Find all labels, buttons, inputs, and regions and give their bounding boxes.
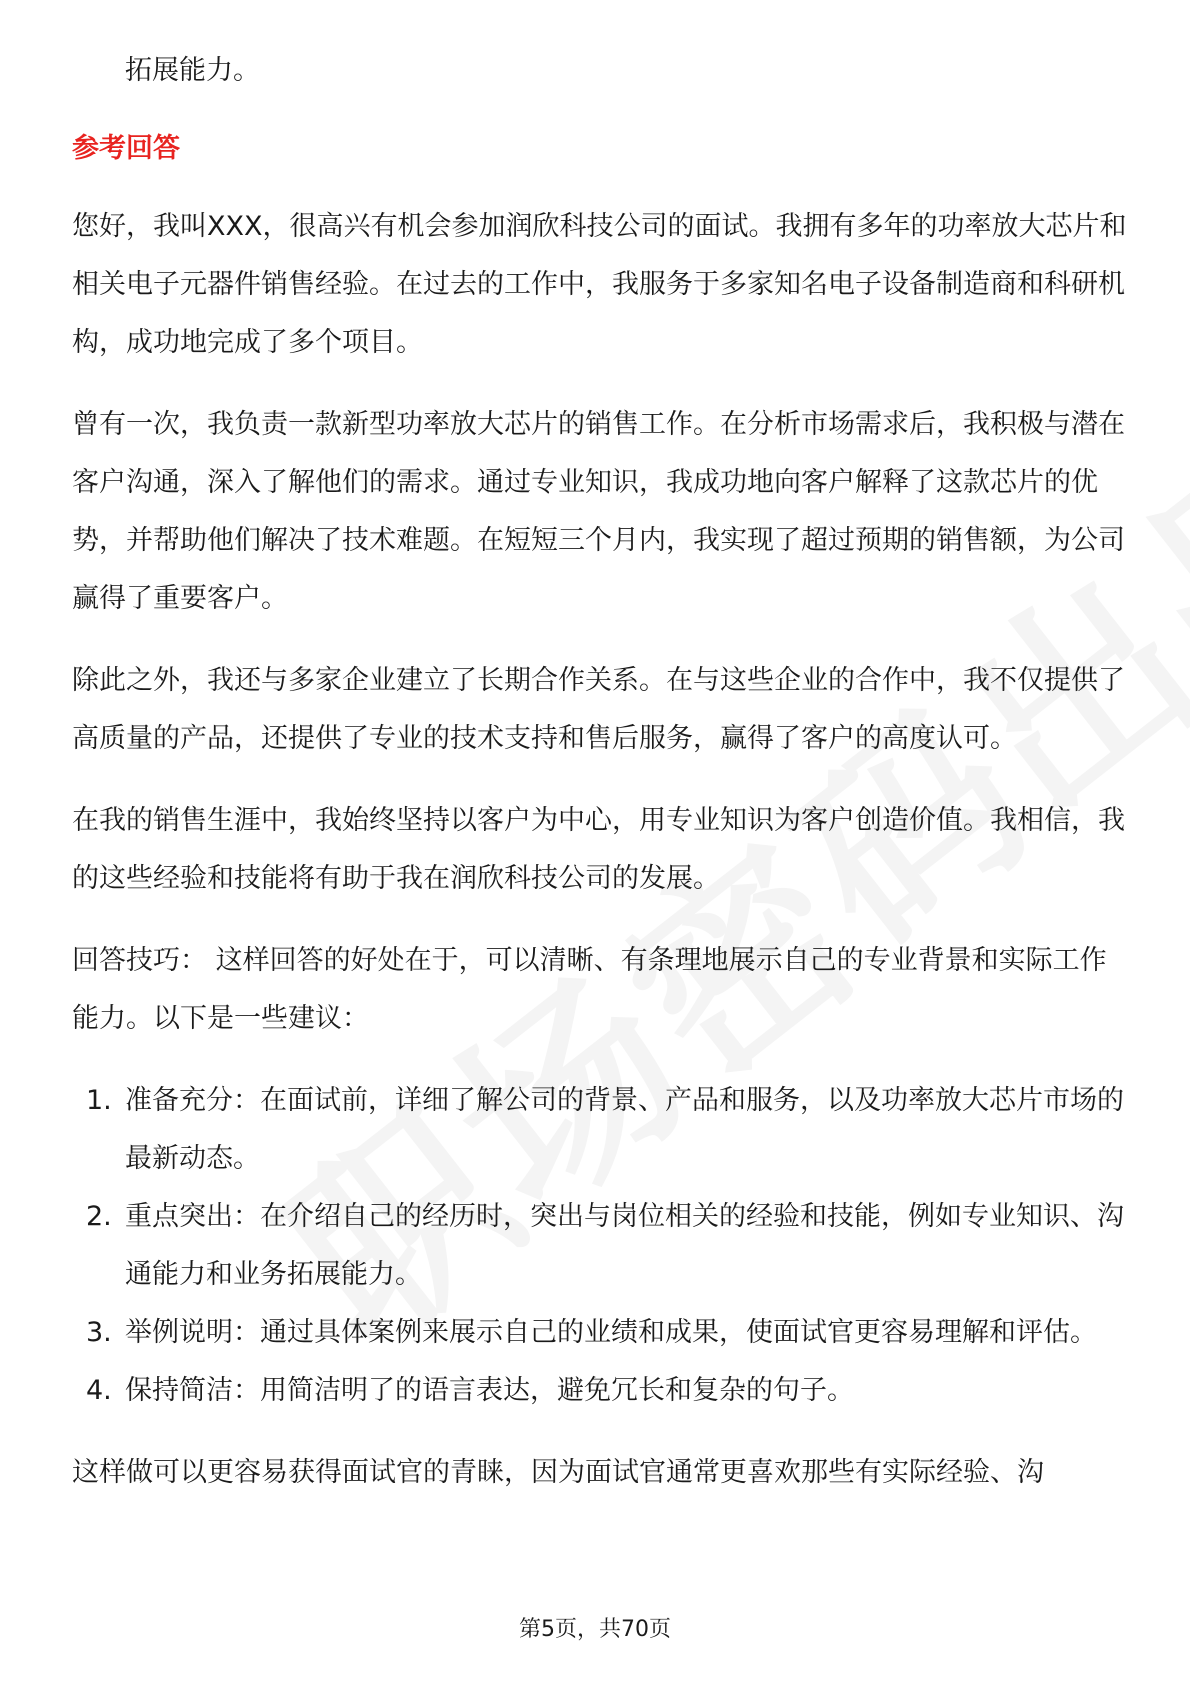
document-content [72,42,1132,1502]
answer-paragraph-2: 曾有一次，我负责一款新型功率放大芯片的销售工作。在分析市场需求后，我积极与潜在客户沟通，深入了解他们的需求。通过专业知识，我成功地向客户解释了这款芯片的优势，并帮助他们解决了技术难题。在短短三个月内，我实现了超过预期的销售额，为公司赢得了重要客户。 [72,409,1125,614]
page-number: 第5页，共70页 [519,1617,671,1642]
continuation-text: 拓展能力。 [125,55,260,86]
list-number: 1. [86,1085,112,1116]
list-item [72,1188,1132,1304]
list-item [72,1362,1132,1420]
list-text: 举例说明：通过具体案例来展示自己的业绩和成果，使面试官更容易理解和评估。 [125,1317,1097,1348]
answer-paragraph-4: 在我的销售生涯中，我始终坚持以客户为中心，用专业知识为客户创造价值。我相信，我的这些经验和技能将有助于我在润欣科技公司的发展。 [72,805,1125,894]
answer-tip: 回答技巧： 这样回答的好处在于，可以清晰、有条理地展示自己的专业背景和实际工作能力。以下是一些建议： [72,945,1107,1034]
list-text: 保持简洁：用简洁明了的语言表达，避免冗长和复杂的句子。 [125,1375,854,1406]
section-title: 参考回答 [72,133,180,164]
list-item [72,1072,1132,1188]
list-item [72,1304,1132,1362]
closing-paragraph: 这样做可以更容易获得面试官的青睐，因为面试官通常更喜欢那些有实际经验、沟 [72,1457,1044,1488]
answer-paragraph-1: 您好，我叫XXX，很高兴有机会参加润欣科技公司的面试。我拥有多年的功率放大芯片和相关电子元器件销售经验。在过去的工作中，我服务于多家知名电子设备制造商和科研机构，成功地完成了多个项目。 [72,211,1127,358]
suggestion-list [72,1072,1132,1420]
list-number: 3. [86,1317,112,1348]
list-text: 重点突出：在介绍自己的经历时，突出与岗位相关的经验和技能，例如专业知识、沟通能力和业务拓展能力。 [125,1201,1124,1290]
list-text: 准备充分：在面试前，详细了解公司的背景、产品和服务，以及功率放大芯片市场的最新动态。 [125,1085,1124,1174]
list-number: 4. [86,1375,112,1406]
list-number: 2. [86,1201,112,1232]
answer-paragraph-3: 除此之外，我还与多家企业建立了长期合作关系。在与这些企业的合作中，我不仅提供了高质量的产品，还提供了专业的技术支持和售后服务，赢得了客户的高度认可。 [72,665,1125,754]
